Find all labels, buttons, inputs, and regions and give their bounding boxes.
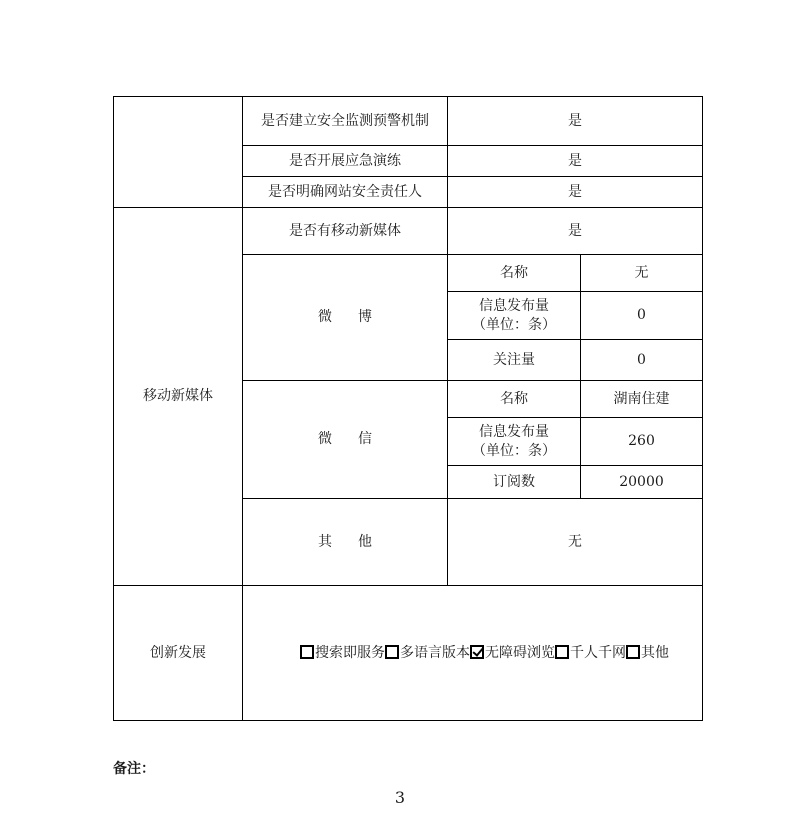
monitor-value: 是 — [448, 97, 703, 146]
weibo-name-value: 无 — [581, 255, 703, 292]
weibo-posts-value: 0 — [581, 292, 703, 340]
table-row — [114, 97, 703, 146]
innovation-options — [243, 586, 703, 721]
other-label: 其 他 — [243, 499, 448, 586]
owner-value: 是 — [448, 177, 703, 208]
checkbox-label: 千人千网 — [570, 644, 626, 661]
checkbox-label: 无障碍浏览 — [485, 644, 555, 661]
page-number: 3 — [394, 788, 406, 807]
weibo-label: 微 博 — [243, 255, 448, 381]
checkbox-label: 其他 — [641, 644, 669, 661]
weibo-posts-label: 信息发布量 （单位：条） — [448, 292, 581, 340]
wechat-name-label: 名称 — [448, 381, 581, 418]
table-row — [114, 208, 703, 255]
checkbox-1[interactable] — [300, 645, 314, 659]
wechat-posts-value: 260 — [581, 418, 703, 466]
checkbox-5[interactable] — [626, 645, 640, 659]
drill-label: 是否开展应急演练 — [243, 146, 448, 177]
table-row — [114, 586, 703, 721]
owner-label: 是否明确网站安全责任人 — [243, 177, 448, 208]
drill-value: 是 — [448, 146, 703, 177]
monitor-label: 是否建立安全监测预警机制 — [243, 97, 448, 146]
wechat-subs-label: 订阅数 — [448, 466, 581, 499]
checkbox-2[interactable] — [385, 645, 399, 659]
weibo-follow-value: 0 — [581, 340, 703, 381]
mobile-has-value: 是 — [448, 208, 703, 255]
mobile-has-label: 是否有移动新媒体 — [243, 208, 448, 255]
checkbox-label: 多语言版本 — [400, 644, 470, 661]
wechat-posts-label: 信息发布量 （单位：条） — [448, 418, 581, 466]
wechat-label: 微 信 — [243, 381, 448, 499]
weibo-follow-label: 关注量 — [448, 340, 581, 381]
checkbox-label: 搜索即服务 — [315, 644, 385, 661]
mobile-section-label: 移动新媒体 — [114, 208, 243, 586]
blank-section-cell — [114, 97, 243, 208]
checkbox-3[interactable] — [470, 645, 484, 659]
other-value: 无 — [448, 499, 703, 586]
checkbox-4[interactable] — [555, 645, 569, 659]
innovation-label: 创新发展 — [114, 586, 243, 721]
weibo-name-label: 名称 — [448, 255, 581, 292]
site-report-table — [113, 96, 703, 721]
wechat-name-value: 湖南住建 — [581, 381, 703, 418]
remark-label: 备注： — [113, 761, 155, 777]
wechat-subs-value: 20000 — [581, 466, 703, 499]
